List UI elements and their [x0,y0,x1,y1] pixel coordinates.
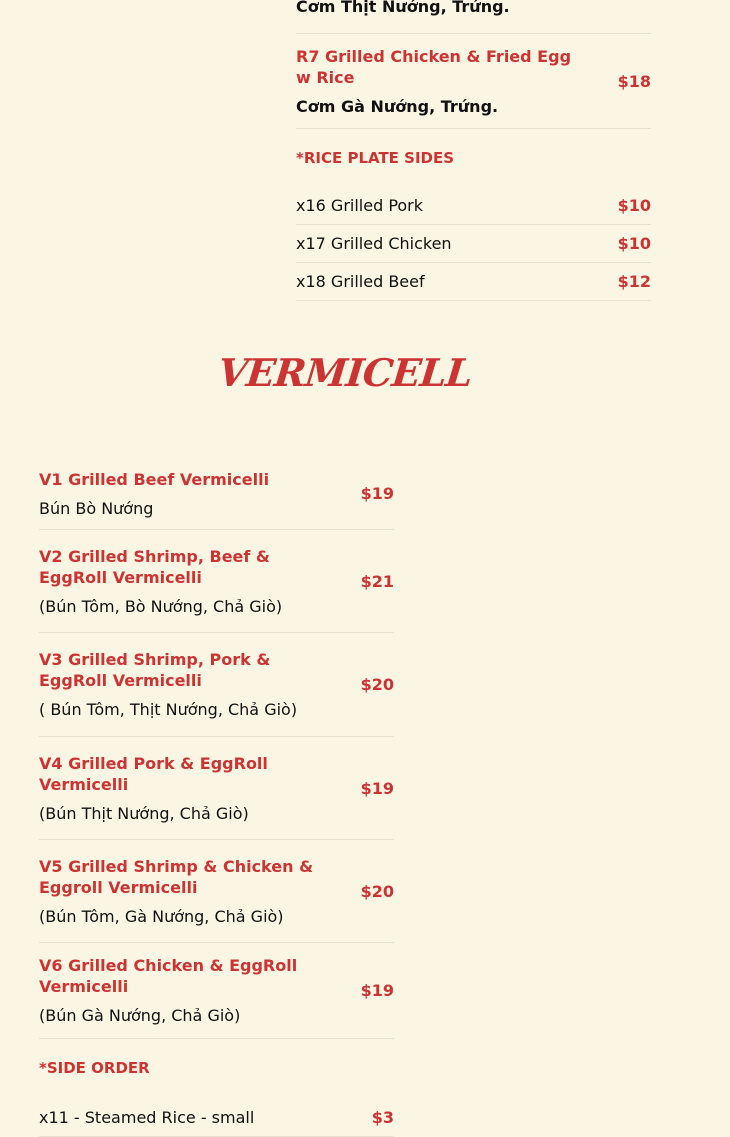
menu-item-price: $19 [360,778,394,798]
menu-item-sub: (Bún Tôm, Bò Nướng, Chả Giò) [39,596,283,616]
section-heading-vermicelli: VERMICELL [215,350,475,395]
vermicelli-section [39,458,394,1137]
menu-item-sub: (Bún Gà Nướng, Chả Giò) [39,1006,241,1025]
menu-item-name: V3 Grilled Shrimp, Pork & EggRoll Vermicelli [39,650,271,690]
side-item[interactable] [296,225,651,263]
menu-item-v3[interactable] [39,633,394,737]
menu-item-price: $19 [360,484,394,503]
menu-item-price: $19 [360,981,394,1000]
menu-item-price: $20 [360,675,394,694]
menu-item-v2[interactable] [39,530,394,633]
side-item-price: $10 [617,196,651,215]
menu-item-r6 [296,0,651,34]
side-item-price: $10 [617,234,651,253]
side-order-label: *SIDE ORDER [39,1059,150,1077]
menu-item-price: $21 [360,571,394,591]
menu-item-name: V2 Grilled Shrimp, Beef & EggRoll Vermicelli [39,546,270,587]
menu-item-name: V4 Grilled Pork & EggRoll Vermicelli [39,753,268,794]
menu-item-v6[interactable] [39,943,394,1039]
rice-sides-label: *RICE PLATE SIDES [296,149,455,167]
menu-item-name: R7 Grilled Chicken & Fried Egg w Rice [296,46,572,87]
menu-item-v1[interactable] [39,458,394,530]
side-order-item[interactable] [39,1099,394,1137]
side-item-name: x17 Grilled Chicken [296,234,452,253]
menu-item-r7[interactable] [296,34,651,129]
menu-item-sub: Cơm Gà Nướng, Trứng. [296,96,499,116]
menu-item-sub: Cơm Thịt Nướng, Trứng. [296,0,510,16]
menu-item-price: $18 [617,71,651,91]
side-item-name: x18 Grilled Beef [296,272,425,291]
menu-item-v5[interactable] [39,840,394,943]
side-order-name: x11 - Steamed Rice - small [39,1108,255,1127]
menu-item-sub: Bún Bò Nướng [39,498,154,518]
side-item-price: $12 [617,272,651,291]
menu-item-name: V1 Grilled Beef Vermicelli [39,469,270,489]
menu-item-sub: (Bún Thịt Nướng, Chả Giò) [39,803,249,823]
side-order-price: $3 [371,1108,394,1127]
menu-item-price: $20 [360,881,394,901]
menu-item-sub: ( Bún Tôm, Thịt Nướng, Chả Giò) [39,700,298,719]
menu-item-sub: (Bún Tôm, Gà Nướng, Chả Giò) [39,906,284,926]
menu-item-name: V6 Grilled Chicken & EggRoll Vermicelli [39,956,298,996]
side-item[interactable] [296,187,651,225]
rice-section [296,0,651,301]
side-item-name: x16 Grilled Pork [296,196,424,215]
menu-item-name: V5 Grilled Shrimp & Chicken & Eggroll Vermicelli [39,856,314,897]
side-item[interactable] [296,263,651,301]
menu-item-v4[interactable] [39,737,394,840]
